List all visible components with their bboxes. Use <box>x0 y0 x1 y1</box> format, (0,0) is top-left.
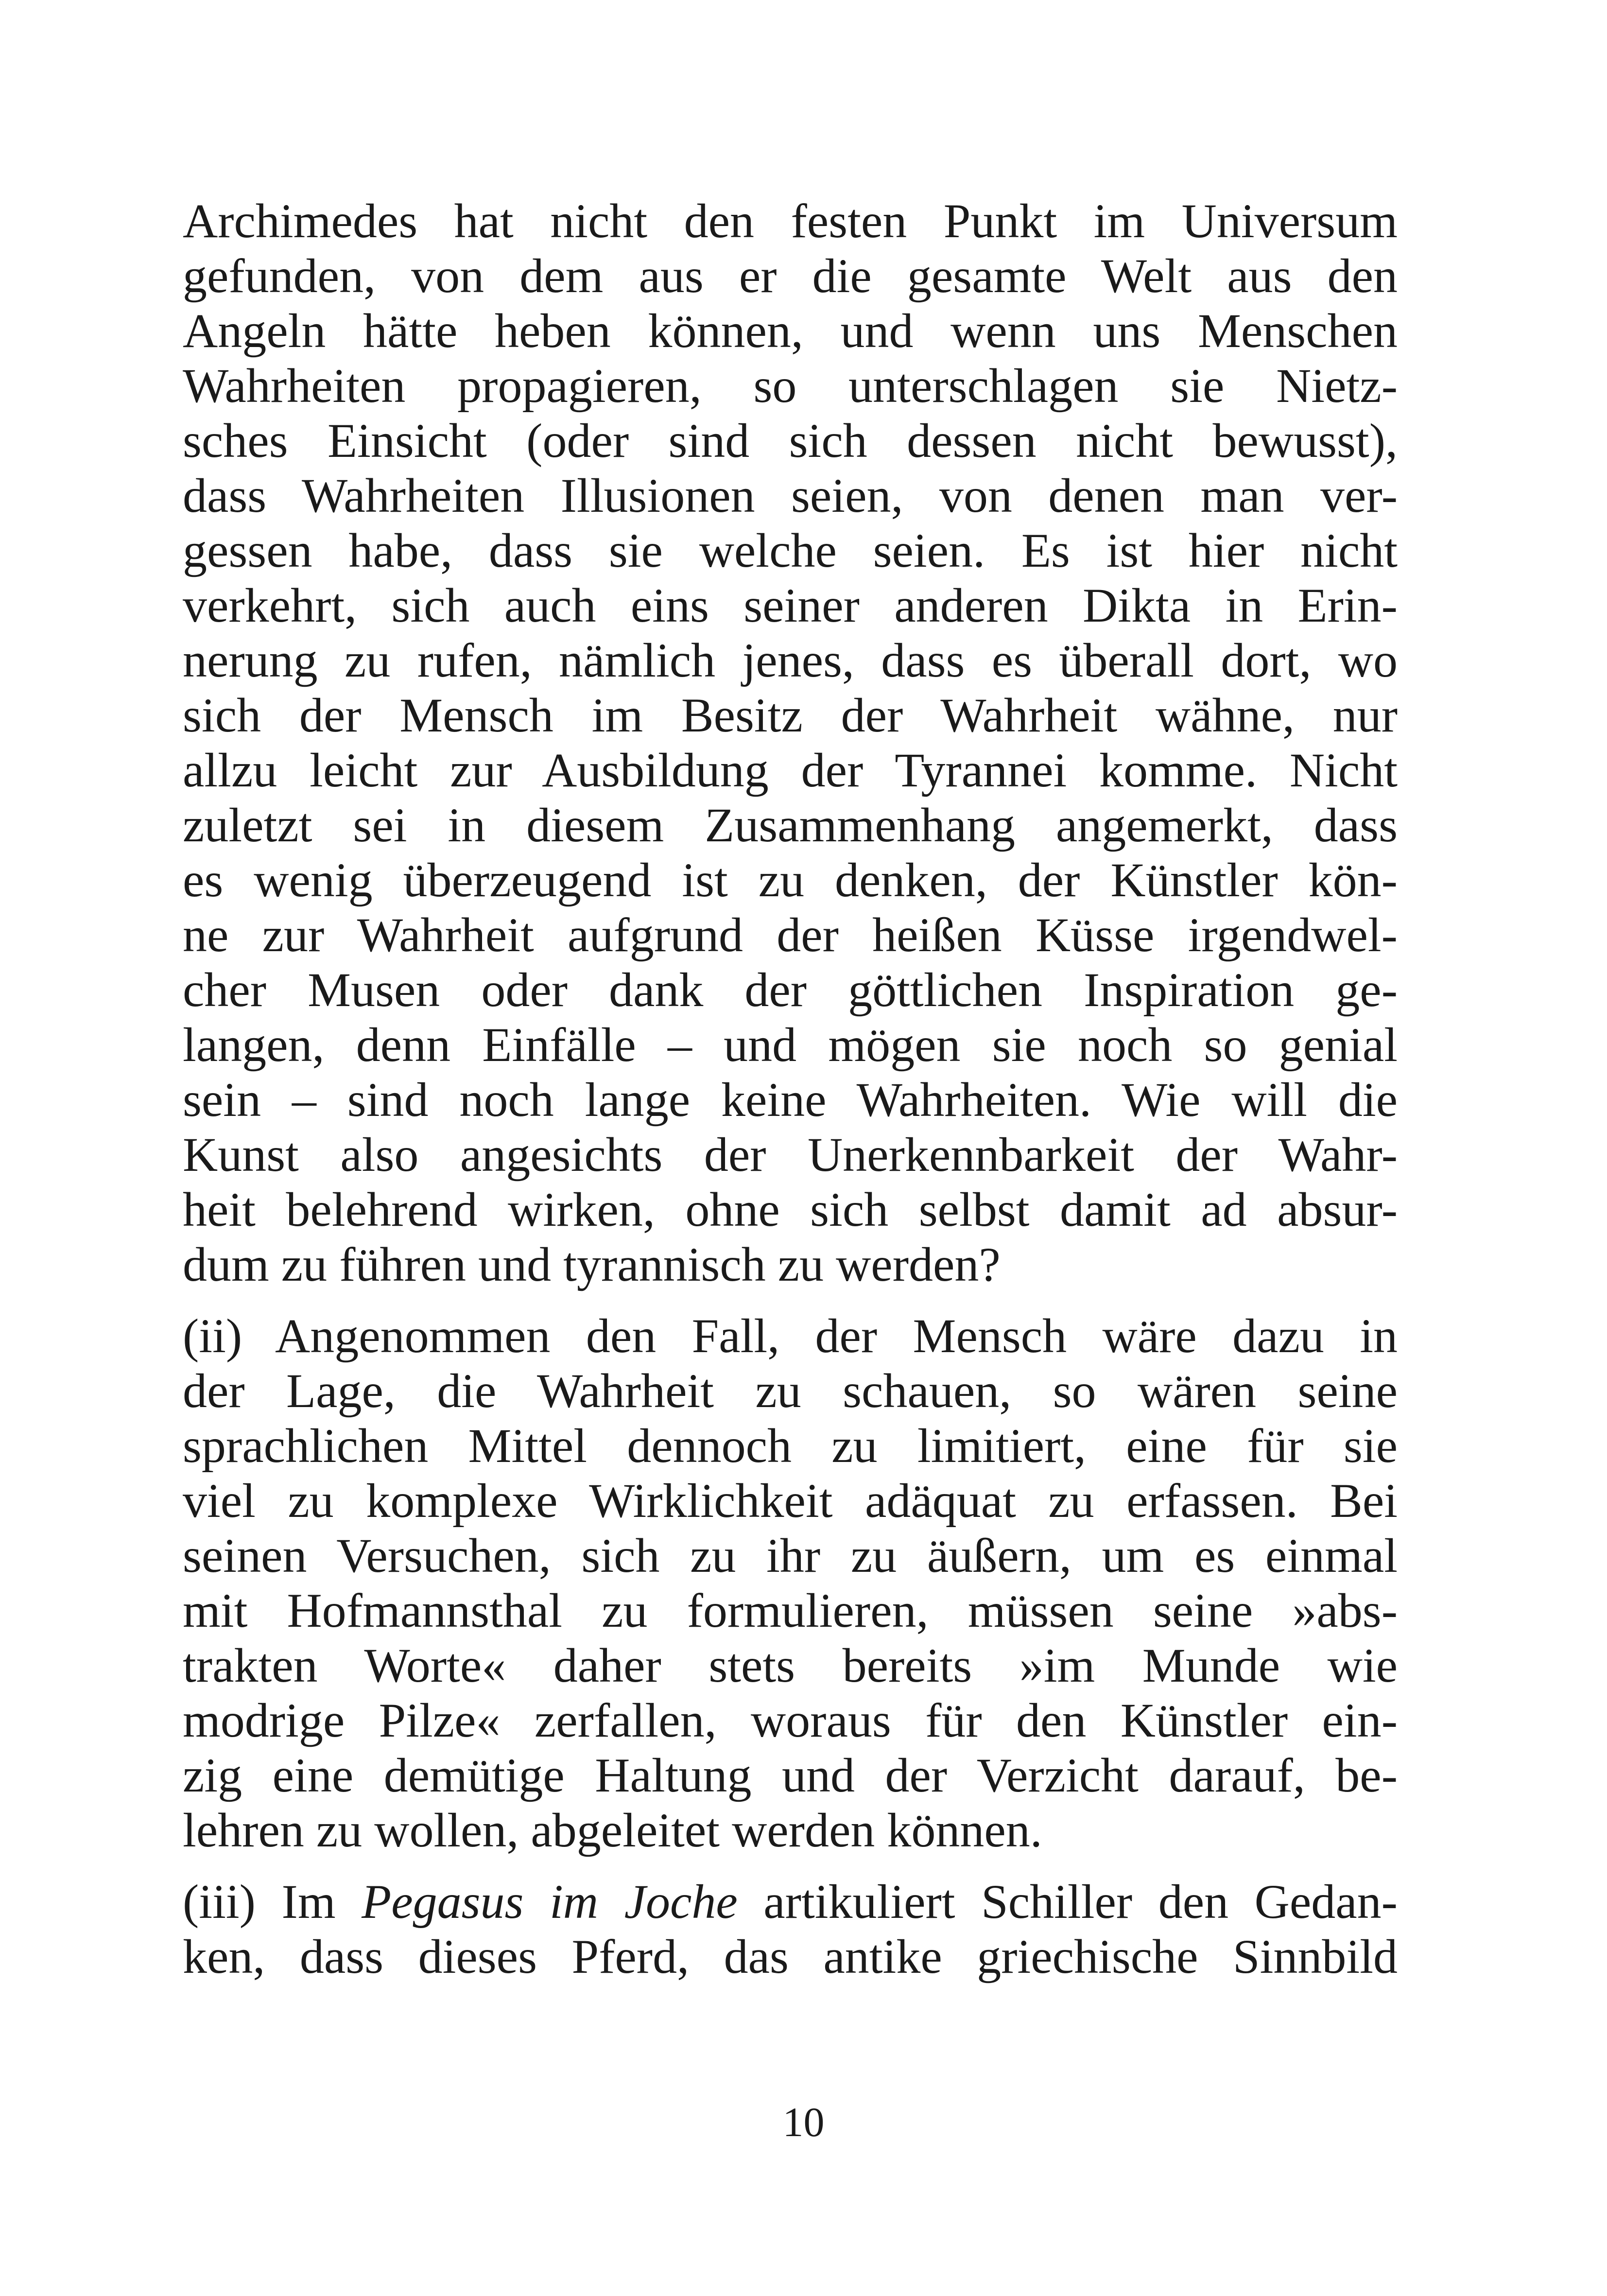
text-run: artikuliert Schiller den Gedan- <box>737 1875 1398 1929</box>
text-line: Archimedes hat nicht den festen Punkt im Universum <box>183 194 1398 248</box>
text-line: sein – sind noch lange keine Wahrheiten. Wie will die <box>183 1073 1398 1127</box>
text-line: ne zur Wahrheit aufgrund der heißen Küsse irgendwel- <box>183 908 1398 962</box>
text-run: (iii) Im <box>183 1875 362 1929</box>
text-line: zig eine demütige Haltung und der Verzicht darauf, be- <box>183 1748 1398 1802</box>
text-line: Wahrheiten propagieren, so unterschlagen sie Nietz- <box>183 359 1398 413</box>
text-line: dass Wahrheiten Illusionen seien, von denen man ver- <box>183 469 1398 522</box>
text-line: langen, denn Einfälle – und mögen sie noch so genial <box>183 1018 1398 1072</box>
text-line: gessen habe, dass sie welche seien. Es ist hier nicht <box>183 523 1398 577</box>
text-line: nerung zu rufen, nämlich jenes, dass es überall dort, wo <box>183 633 1398 687</box>
text-line: verkehrt, sich auch eins seiner anderen Dikta in Erin- <box>183 578 1398 632</box>
work-title: Pegasus im Joche <box>362 1875 738 1929</box>
text-line: Angeln hätte heben können, und wenn uns Menschen <box>183 304 1398 358</box>
text-line: dum zu führen und tyrannisch zu werden? <box>183 1237 1001 1291</box>
paragraph-spacer <box>183 1292 1398 1308</box>
text-line: sches Einsicht (oder sind sich dessen nicht bewusst), <box>183 414 1398 468</box>
text-line: gefunden, von dem aus er die gesamte Welt aus den <box>183 249 1398 303</box>
text-line: modrige Pilze« zerfallen, woraus für den Künstler ein- <box>183 1693 1398 1747</box>
text-line: viel zu komplexe Wirklichkeit adäquat zu erfassen. Bei <box>183 1474 1398 1528</box>
text-line: zuletzt sei in diesem Zusammenhang angemerkt, dass <box>183 798 1398 852</box>
paragraph-2 <box>183 1308 1398 1858</box>
paragraph-3 <box>183 1874 1398 1984</box>
text-line: der Lage, die Wahrheit zu schauen, so wären seine <box>183 1364 1398 1418</box>
text-line: es wenig überzeugend ist zu denken, der Künstler kön- <box>183 853 1398 907</box>
text-line <box>183 1874 1398 1929</box>
text-line: lehren zu wollen, abgeleitet werden können. <box>183 1803 1042 1857</box>
text-line: heit belehrend wirken, ohne sich selbst damit ad absur- <box>183 1183 1398 1236</box>
text-line: allzu leicht zur Ausbildung der Tyrannei komme. Nicht <box>183 743 1398 797</box>
paragraph-spacer <box>183 1858 1398 1874</box>
text-line: (ii) Angenommen den Fall, der Mensch wäre dazu in <box>183 1309 1398 1363</box>
text-line: ken, dass dieses Pferd, das antike griechische Sinnbild <box>183 1930 1398 1983</box>
text-line: sprachlichen Mittel dennoch zu limitiert, eine für sie <box>183 1419 1398 1473</box>
text-line: mit Hofmannsthal zu formulieren, müssen seine »abs- <box>183 1583 1398 1637</box>
text-line: sich der Mensch im Besitz der Wahrheit wähne, nur <box>183 688 1398 742</box>
body-text <box>183 193 1398 1984</box>
paragraph-1 <box>183 193 1398 1292</box>
text-line: trakten Worte« daher stets bereits »im Munde wie <box>183 1638 1398 1692</box>
text-line: seinen Versuchen, sich zu ihr zu äußern, um es einmal <box>183 1529 1398 1583</box>
page-number: 10 <box>782 2099 825 2145</box>
text-line: cher Musen oder dank der göttlichen Inspiration ge- <box>183 963 1398 1017</box>
text-line: Kunst also angesichts der Unerkennbarkeit der Wahr- <box>183 1128 1398 1182</box>
